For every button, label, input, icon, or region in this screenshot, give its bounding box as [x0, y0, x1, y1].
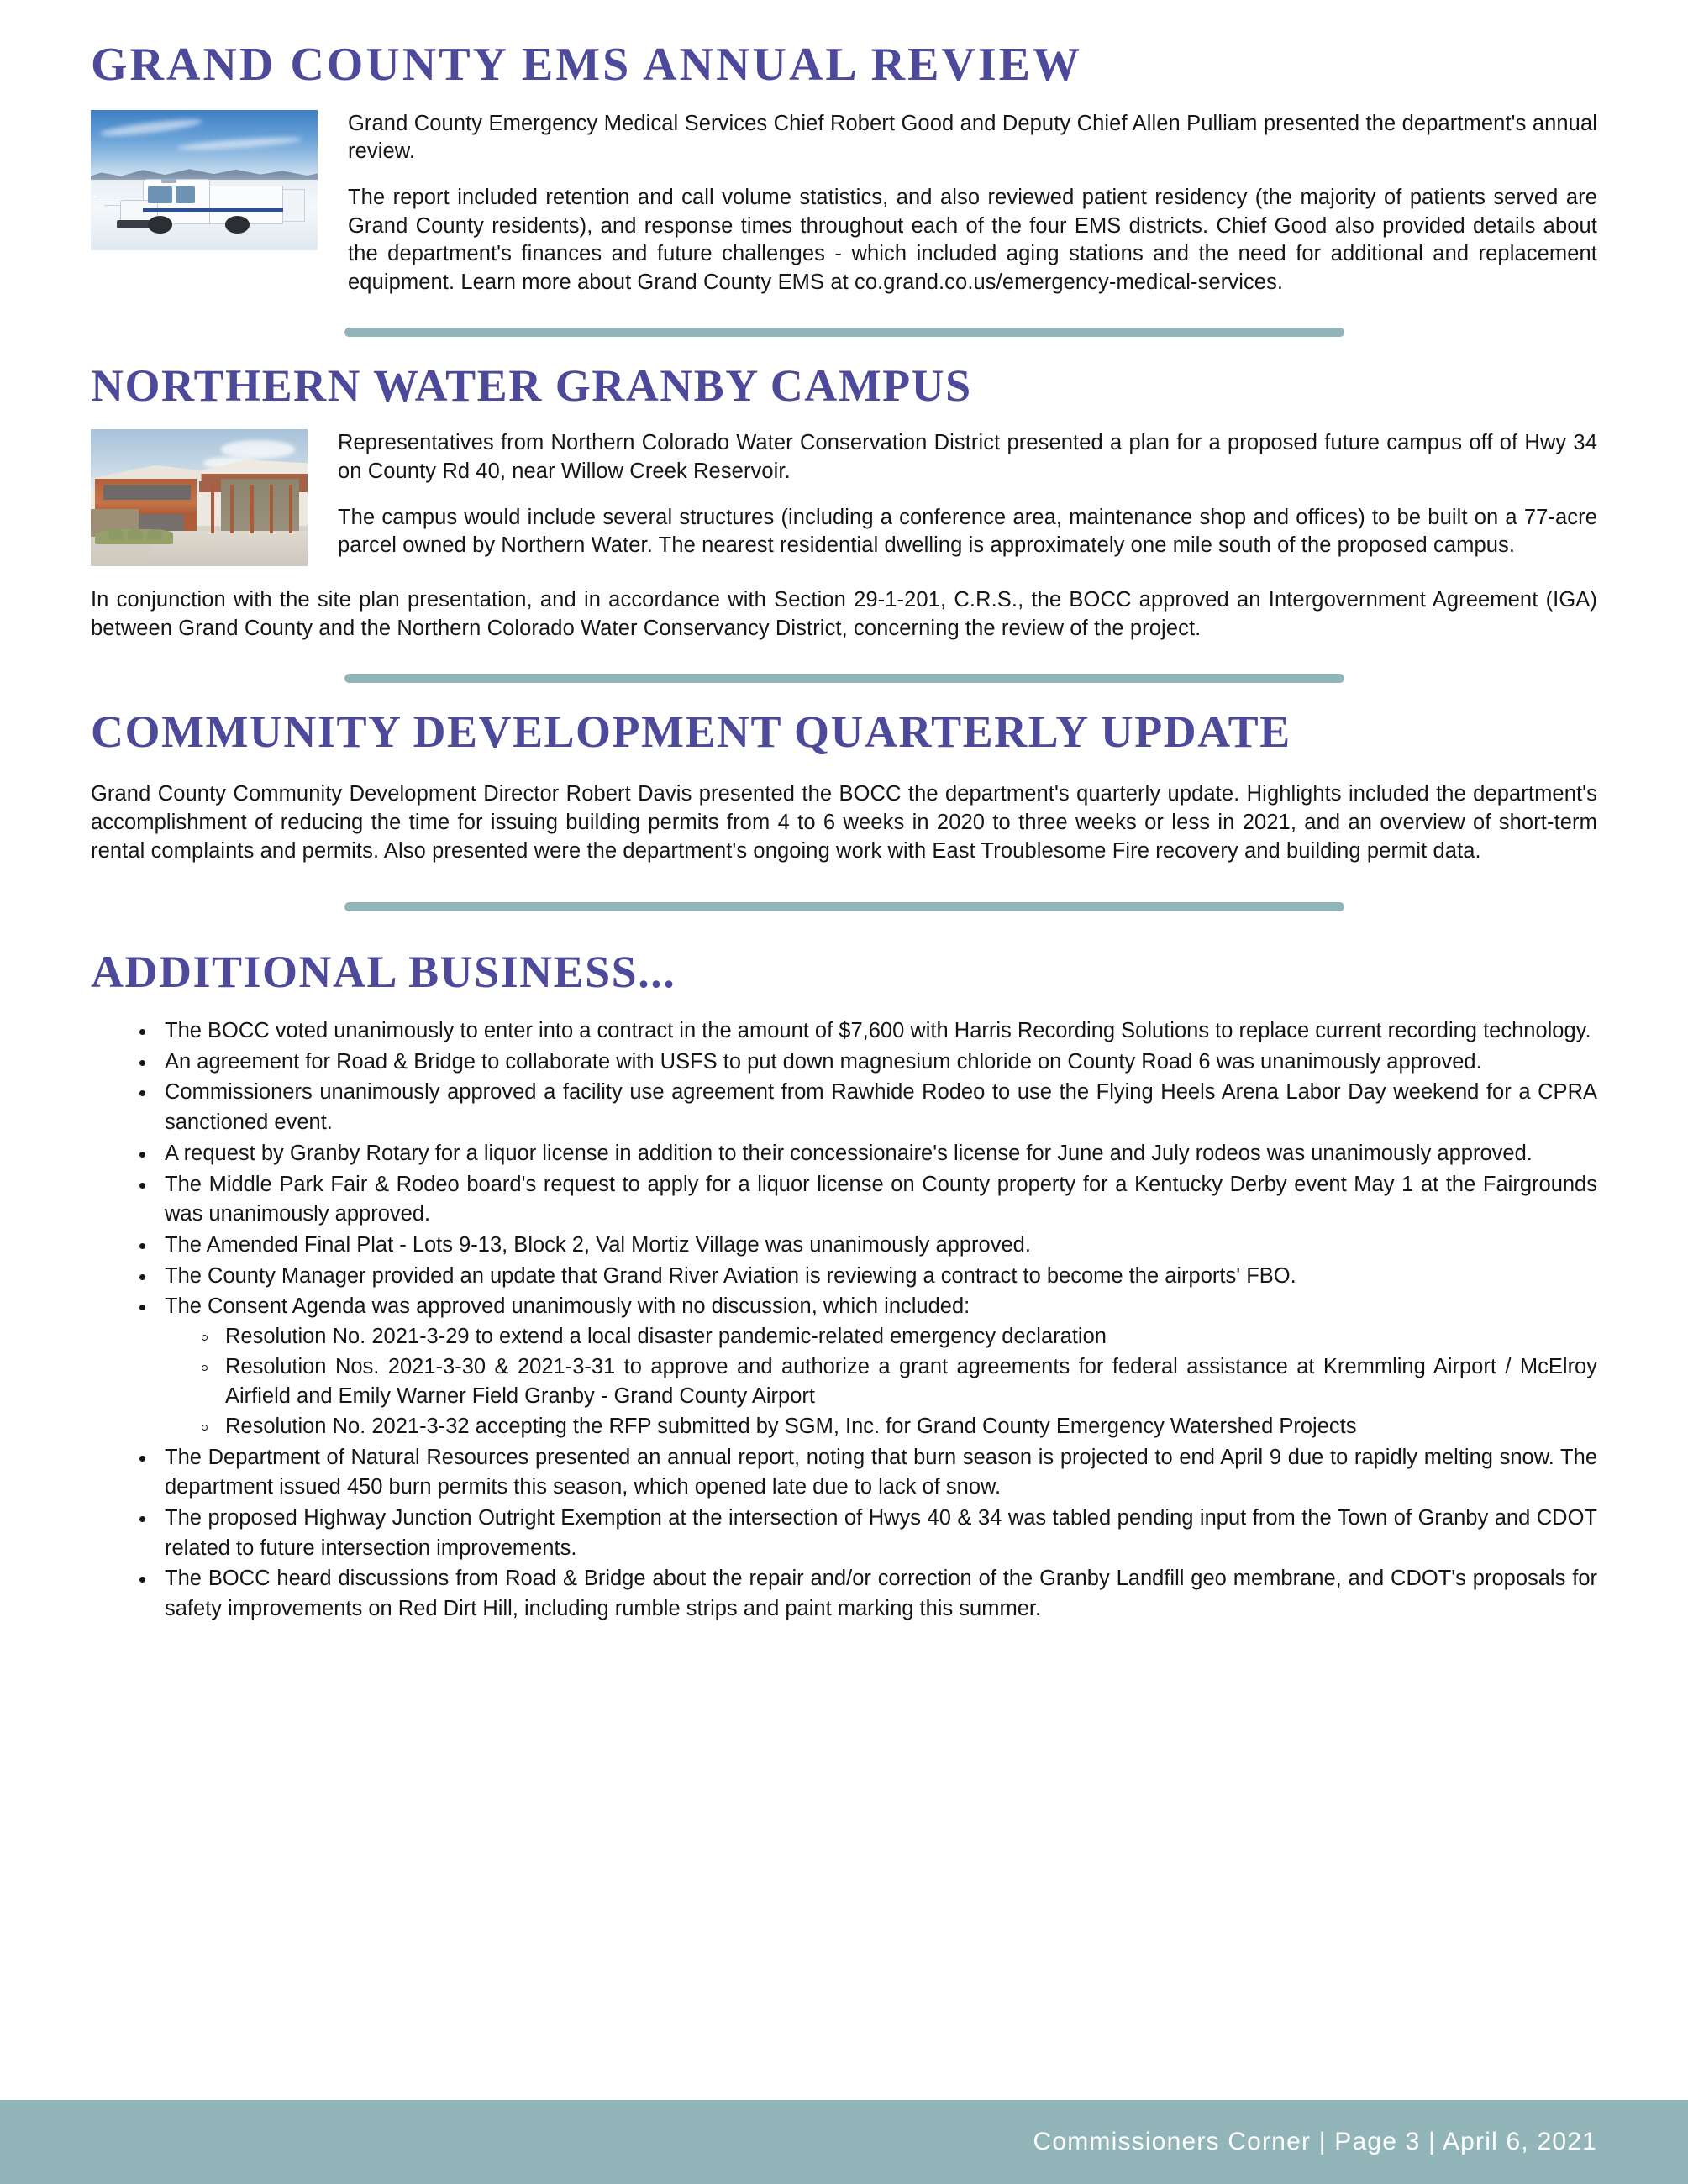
- upper-glazing: [103, 485, 190, 500]
- divider-2-wrap: [91, 674, 1597, 683]
- list-item: The proposed Highway Junction Outright Exemption at the intersection of Hwys 40 & 34 was tabled pending input from the Town of Granby and CDOT related to future intersection improvements.: [136, 1504, 1597, 1563]
- ems-truck-photo: [91, 110, 318, 250]
- light-bar: [161, 179, 177, 183]
- cloud: [221, 440, 295, 458]
- footer-page-label: Commissioners Corner | Page 3 | April 6, 2021: [1033, 2128, 1597, 2155]
- list-item: The BOCC voted unanimously to enter into a contract in the amount of $7,600 with Harris Recording Solutions to replace current recording technology.: [136, 1016, 1597, 1047]
- sub-list-item: Resolution Nos. 2021-3-30 & 2021-3-31 to approve and authorize a grant agreements for federal assistance at Kremmling Airport / McElroy Airfield and Emily Warner Field Granby - Grand County Airport: [198, 1352, 1597, 1412]
- list-item: A request by Granby Rotary for a liquor license in addition to their concessionaire's license for June and July rodeos was unanimously approved.: [136, 1139, 1597, 1169]
- page-footer: [0, 2100, 1688, 2184]
- campus-rendering-photo: [91, 429, 308, 566]
- list-item: The BOCC heard discussions from Road & Bridge about the repair and/or correction of the Granby Landfill geo membrane, and CDOT's proposals for safety improvements on Red Dirt Hill, including rumble strips and paint marking this summer.: [136, 1564, 1597, 1624]
- ambulance-truck: [120, 177, 283, 234]
- wheel: [148, 216, 172, 234]
- ems-paragraph-2: The report included retention and call volume statistics, and also reviewed patient residency (the majority of patients served are Grand County residents), and response times throughout each of the four EMS districts. Chief Good also provided details about the department's finances and future challenges - which included aging stations and the need for additional and replacement equipment. Learn more about Grand County EMS at co.grand.co.us/emergency-medical-services.: [348, 186, 1597, 295]
- sub-list-item: Resolution No. 2021-3-32 accepting the RFP submitted by SGM, Inc. for Grand County Emergency Watershed Projects: [198, 1412, 1597, 1442]
- column: [211, 485, 214, 534]
- consent-agenda-lead: The Consent Agenda was approved unanimously with no discussion, which included:: [165, 1294, 970, 1319]
- spacer: [91, 643, 1597, 674]
- spacer: [91, 90, 1597, 110]
- spacer: [91, 755, 1597, 780]
- ems-photo-illustration: [91, 110, 318, 250]
- windshield: [148, 186, 172, 203]
- northern-water-copy: [338, 429, 1597, 560]
- section-heading-community-development: COMMUNITY DEVELOPMENT QUARTERLY UPDATE: [91, 706, 1291, 757]
- northern-water-paragraph-2: The campus would include several structures (including a conference area, maintenance shop and offices) to be built on a 77-acre parcel owned by Northern Water. The nearest residential dwelling is approximately one mile south of the proposed campus.: [338, 505, 1597, 558]
- shrub: [128, 529, 143, 540]
- spacer: [91, 996, 1597, 1016]
- section-divider: [344, 902, 1344, 911]
- spacer: [91, 911, 1597, 948]
- spacer: [91, 566, 1597, 586]
- list-item: The Department of Natural Resources presented an annual report, noting that burn season is projected to end April 9 due to rapidly melting snow. The department issued 450 burn permits this season, which opened late due to lack of snow.: [136, 1443, 1597, 1503]
- spacer: [91, 337, 1597, 362]
- plaza: [151, 531, 308, 566]
- spacer: [91, 683, 1597, 708]
- section-heading-additional-business: ADDITIONAL BUSINESS...: [91, 947, 676, 998]
- additional-business-list: [91, 1016, 1597, 1625]
- spacer: [91, 865, 1597, 902]
- shrub: [108, 529, 124, 540]
- spacer: [91, 297, 1597, 328]
- sub-list-item: Resolution No. 2021-3-29 to extend a local disaster pandemic-related emergency declaration: [198, 1322, 1597, 1352]
- section-heading-ems: GRAND COUNTY EMS ANNUAL REVIEW: [91, 39, 1083, 91]
- section-divider: [344, 674, 1344, 683]
- list-item: The Amended Final Plat - Lots 9-13, Block 2, Val Mortiz Village was unanimously approved.: [136, 1231, 1597, 1261]
- list-item: An agreement for Road & Bridge to collaborate with USFS to put down magnesium chloride on County Road 6 was unanimously approved.: [136, 1047, 1597, 1078]
- divider-3-wrap: [91, 902, 1597, 911]
- campus-illustration: [91, 429, 308, 566]
- blue-stripe: [143, 208, 283, 213]
- list-item: The County Manager provided an update that Grand River Aviation is reviewing a contract to become the airports' FBO.: [136, 1262, 1597, 1292]
- side-window: [176, 186, 195, 203]
- column: [230, 485, 234, 534]
- northern-water-media-row: [91, 429, 1597, 566]
- column: [270, 485, 273, 534]
- ems-paragraph-1: Grand County Emergency Medical Services Chief Robert Good and Deputy Chief Allen Pulliam presented the department's annual review.: [348, 111, 1597, 164]
- list-item: Commissioners unanimously approved a facility use agreement from Rawhide Rodeo to use the Flying Heels Arena Labor Day weekend for a CPRA sanctioned event.: [136, 1078, 1597, 1137]
- ems-copy: [348, 110, 1597, 297]
- divider-1-wrap: [91, 328, 1597, 337]
- spacer: [91, 409, 1597, 429]
- northern-water-full-width-paragraph: In conjunction with the site plan presentation, and in accordance with Section 29-1-201, C.R.S., the BOCC approved an Intergovernment Agreement (IGA) between Grand County and the Northern Colorado Water Conservancy District, concerning the review of the project.: [91, 588, 1597, 641]
- northern-water-paragraph-1: Representatives from Northern Colorado Water Conservation District presented a plan for a proposed future campus off of Hwy 34 on County Rd 40, near Willow Creek Reservoir.: [338, 431, 1597, 484]
- wheel: [225, 216, 250, 234]
- column: [250, 485, 253, 534]
- section-heading-northern-water: NORTHERN WATER GRANBY CAMPUS: [91, 360, 972, 411]
- consent-agenda-sublist: [165, 1322, 1597, 1442]
- column: [289, 485, 292, 534]
- ems-media-row: [91, 110, 1597, 297]
- section-divider: [344, 328, 1344, 337]
- list-item-consent-agenda: [136, 1292, 1597, 1441]
- community-development-paragraph: Grand County Community Development Director Robert Davis presented the BOCC the department's quarterly update. Highlights included the department's accomplishment of reducing the time for issuing building permits from 4 to 6 weeks in 2020 to three weeks or less in 2021, and an overview of short-term rental complaints and permits. Also presented were the department's ongoing work with East Troublesome Fire recovery and building permit data.: [91, 782, 1597, 863]
- shrub: [147, 529, 162, 540]
- list-item: The Middle Park Fair & Rodeo board's request to apply for a liquor license on County property for a Kentucky Derby event May 1 at the Fairgrounds was unanimously approved.: [136, 1170, 1597, 1230]
